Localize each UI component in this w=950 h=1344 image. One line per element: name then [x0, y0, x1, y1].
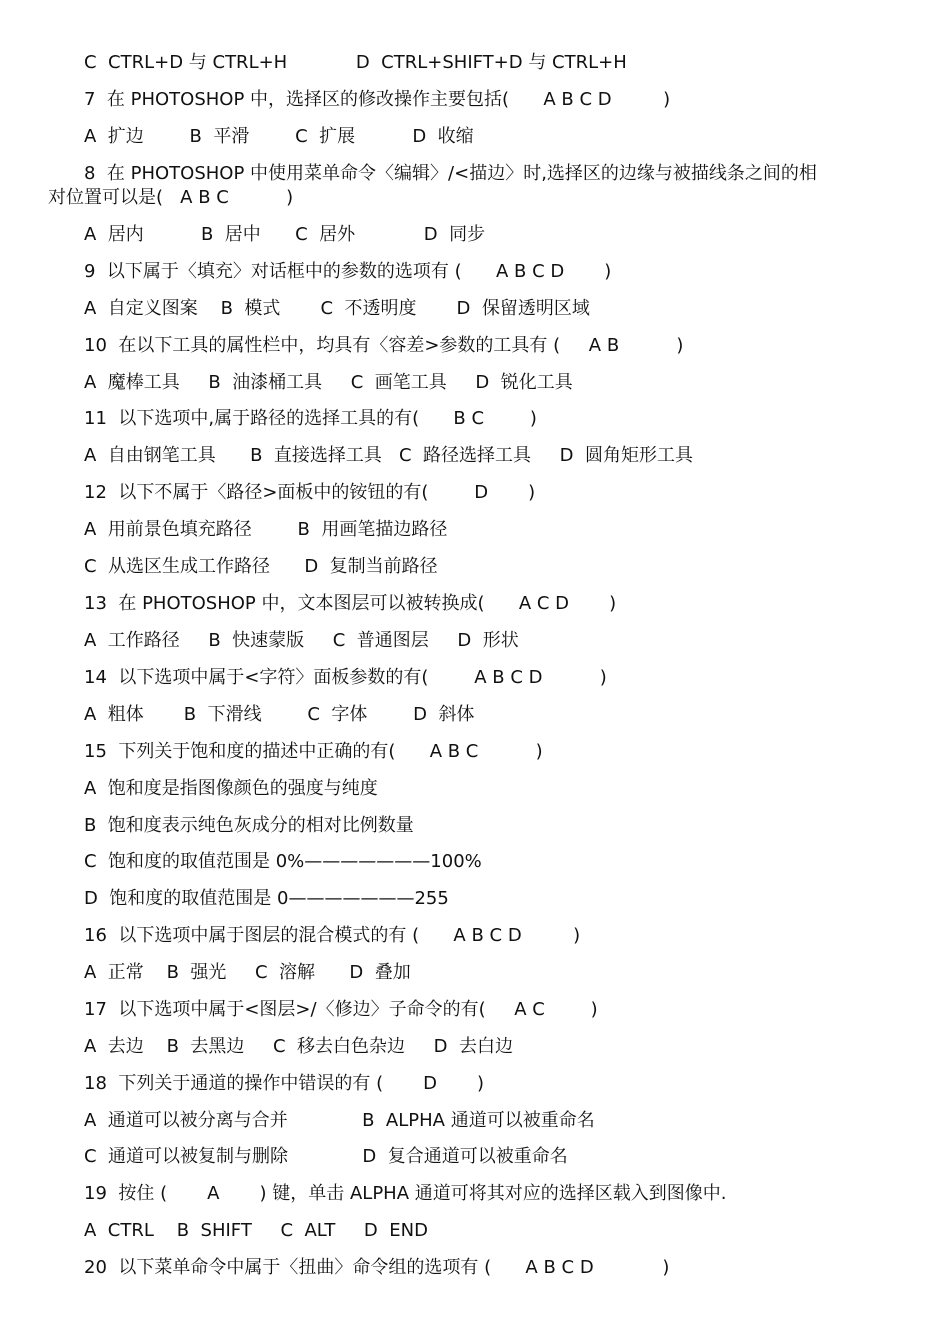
- text-line: A 魔棒工具 B 油漆桶工具 C 画笔工具 D 锐化工具: [84, 372, 573, 393]
- text-line: 13 在 PHOTOSHOP 中，文本图层可以被转换成( A C D ): [84, 593, 617, 614]
- text-line: A 粗体 B 下滑线 C 字体 D 斜体: [84, 704, 475, 725]
- text-line: C CTRL+D 与 CTRL+H D CTRL+SHIFT+D 与 CTRL+H: [84, 52, 627, 73]
- text-line: C 从选区生成工作路径 D 复制当前路径: [84, 556, 438, 577]
- text-line: 9 以下属于〈填充〉对话框中的参数的选项有 ( A B C D ): [84, 261, 612, 282]
- text-line: A 居内 B 居中 C 居外 D 同步: [84, 224, 486, 245]
- text-line: A CTRL B SHIFT C ALT D END: [84, 1220, 428, 1241]
- text-line: 15 下列关于饱和度的描述中正确的有( A B C ): [84, 741, 543, 762]
- text-line: C 饱和度的取值范围是 0%———————100%: [84, 851, 482, 872]
- text-line: 19 按住 ( A ) 键，单击 ALPHA 通道可将其对应的选择区载入到图像中.: [84, 1183, 727, 1204]
- text-line: 17 以下选项中属于<图层>/〈修边〉子命令的有( A C ): [84, 999, 598, 1020]
- text-line: 7 在 PHOTOSHOP 中，选择区的修改操作主要包括( A B C D ): [84, 89, 671, 110]
- text-line: D 饱和度的取值范围是 0———————255: [84, 888, 449, 909]
- text-line: 对位置可以是( A B C ): [48, 187, 294, 208]
- text-line: A 通道可以被分离与合并 B ALPHA 通道可以被重命名: [84, 1110, 595, 1131]
- text-line: 10 在以下工具的属性栏中，均具有〈容差>参数的工具有 ( A B ): [84, 335, 684, 356]
- text-line: A 去边 B 去黑边 C 移去白色杂边 D 去白边: [84, 1036, 513, 1057]
- text-line: 20 以下菜单命令中属于〈扭曲〉命令组的选项有 ( A B C D ): [84, 1257, 670, 1278]
- text-line: B 饱和度表示纯色灰成分的相对比例数量: [84, 815, 414, 836]
- text-line: A 工作路径 B 快速蒙版 C 普通图层 D 形状: [84, 630, 519, 651]
- text-line: 14 以下选项中属于<字符〉面板参数的有( A B C D ): [84, 667, 607, 688]
- text-line: 16 以下选项中属于图层的混合模式的有 ( A B C D ): [84, 925, 581, 946]
- text-line: A 自定义图案 B 模式 C 不透明度 D 保留透明区域: [84, 298, 590, 319]
- text-line: A 扩边 B 平滑 C 扩展 D 收缩: [84, 126, 474, 147]
- text-line: C 通道可以被复制与删除 D 复合通道可以被重命名: [84, 1146, 568, 1167]
- text-line: A 正常 B 强光 C 溶解 D 叠加: [84, 962, 411, 983]
- text-line: 12 以下不属于〈路径>面板中的铵钮的有( D ): [84, 482, 536, 503]
- text-line: 8 在 PHOTOSHOP 中使用菜单命令〈编辑〉/<描边〉时,选择区的边缘与被描线条之间的相: [84, 163, 817, 184]
- text-line: A 饱和度是指图像颜色的强度与纯度: [84, 778, 378, 799]
- text-line: 18 下列关于通道的操作中错误的有 ( D ): [84, 1073, 485, 1094]
- text-line: A 自由钢笔工具 B 直接选择工具 C 路径选择工具 D 圆角矩形工具: [84, 445, 693, 466]
- text-line: 11 以下选项中,属于路径的选择工具的有( B C ): [84, 408, 537, 429]
- text-line: A 用前景色填充路径 B 用画笔描边路径: [84, 519, 448, 540]
